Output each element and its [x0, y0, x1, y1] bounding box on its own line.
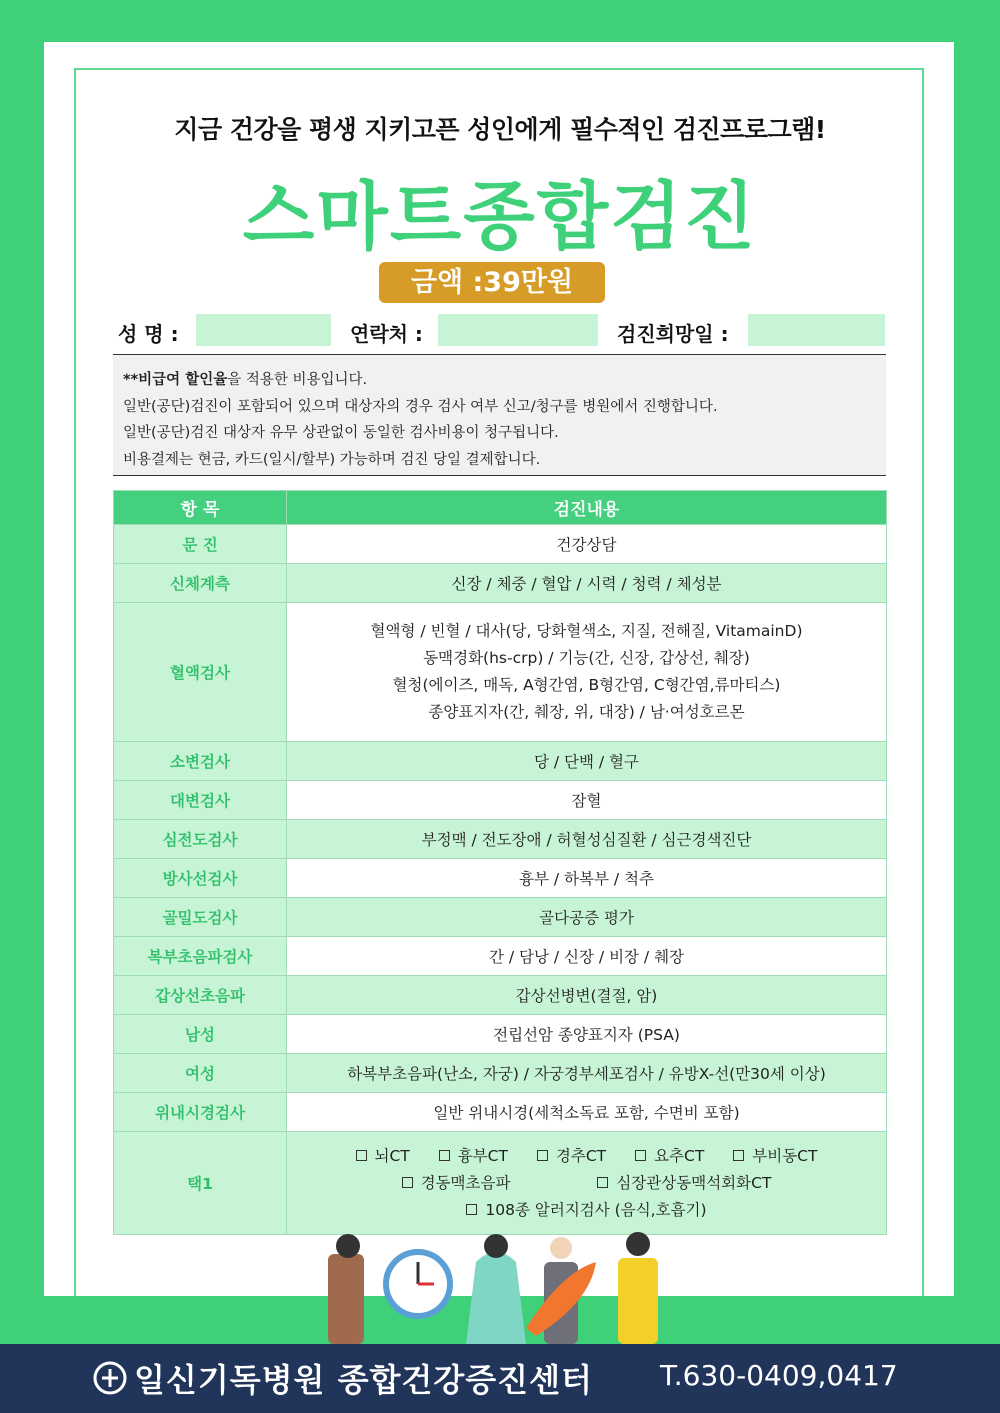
checkbox-icon — [537, 1150, 548, 1161]
option-sinus-ct[interactable]: 부비동CT — [733, 1147, 817, 1165]
table-row — [114, 742, 887, 781]
checkbox-icon — [597, 1177, 608, 1188]
row-category: 갑상선초음파 — [114, 976, 287, 1015]
row-content: 잠혈 — [287, 781, 887, 820]
people-illustration — [300, 1232, 700, 1344]
content-line: 동맥경화(hs-crp) / 기능(간, 신장, 갑상선, 췌장) — [423, 649, 750, 667]
row-content: 갑상선병변(결절, 암) — [287, 976, 887, 1015]
person-head — [550, 1237, 572, 1259]
row-content — [287, 603, 887, 742]
person-head — [484, 1234, 508, 1258]
table-row — [114, 1132, 887, 1235]
row-content: 골다공증 평가 — [287, 898, 887, 937]
row-category: 혈액검사 — [114, 603, 287, 742]
footer-bar — [0, 1344, 1000, 1413]
content-line: 혈청(에이즈, 매독, A형간염, B형간염, C형간염,류마티스) — [392, 676, 781, 694]
table-row — [114, 859, 887, 898]
table-row — [114, 781, 887, 820]
options-line — [287, 1197, 886, 1224]
option-head-ct[interactable]: 뇌CT — [356, 1147, 410, 1165]
options-line — [287, 1170, 886, 1197]
row-content: 건강상담 — [287, 525, 887, 564]
content-line: 혈액형 / 빈혈 / 대사(당, 당화혈색소, 지질, 전해질, VitamainD) — [370, 622, 803, 640]
checkbox-icon — [356, 1150, 367, 1161]
row-category: 심전도검사 — [114, 820, 287, 859]
table-row — [114, 564, 887, 603]
hospital-logo-icon — [92, 1360, 128, 1396]
table-row — [114, 1015, 887, 1054]
row-category: 위내시경검사 — [114, 1093, 287, 1132]
date-label: 검진희망일 : — [617, 322, 729, 346]
checkup-table — [113, 490, 887, 1235]
row-category: 골밀도검사 — [114, 898, 287, 937]
row-content: 흉부 / 하복부 / 척추 — [287, 859, 887, 898]
row-category: 여성 — [114, 1054, 287, 1093]
row-content: 간 / 담낭 / 신장 / 비장 / 췌장 — [287, 937, 887, 976]
table-row — [114, 976, 887, 1015]
options-line — [287, 1143, 886, 1170]
row-category: 남성 — [114, 1015, 287, 1054]
name-field[interactable] — [196, 314, 331, 346]
row-content: 당 / 단백 / 혈구 — [287, 742, 887, 781]
subtitle: 지금 건강을 평생 지키고픈 성인에게 필수적인 검진프로그램! — [174, 115, 826, 144]
table-row — [114, 898, 887, 937]
table-row — [114, 1054, 887, 1093]
row-category: 방사선검사 — [114, 859, 287, 898]
contact-label: 연락처 : — [350, 322, 423, 346]
date-field[interactable] — [748, 314, 885, 346]
row-content: 하복부초음파(난소, 자궁) / 자궁경부세포검사 / 유방X-선(만30세 이상) — [287, 1054, 887, 1093]
notice-line: 비용결제는 현금, 카드(일시/할부) 가능하며 검진 당일 결제합니다. — [123, 451, 541, 468]
checkbox-icon — [733, 1150, 744, 1161]
checkbox-icon — [439, 1150, 450, 1161]
phone-number[interactable]: T.630-0409,0417 — [660, 1359, 898, 1392]
row-content — [287, 1132, 887, 1235]
person-body — [618, 1258, 658, 1344]
row-category: 복부초음파검사 — [114, 937, 287, 976]
row-category: 택1 — [114, 1132, 287, 1235]
hospital-name: 일신기독병원 종합건강증진센터 — [134, 1361, 593, 1399]
option-chest-ct[interactable]: 흉부CT — [439, 1147, 508, 1165]
notice-line: **비급여 할인율을 적용한 비용입니다. — [123, 372, 368, 388]
option-lumbar-ct[interactable]: 요추CT — [635, 1147, 704, 1165]
person-head — [626, 1232, 650, 1256]
name-label: 성 명 : — [118, 322, 179, 346]
row-category: 문 진 — [114, 525, 287, 564]
notice-box — [113, 354, 886, 476]
checkbox-icon — [402, 1177, 413, 1188]
row-category: 신체계측 — [114, 564, 287, 603]
option-carotid-us[interactable]: 경동맥초음파 — [402, 1174, 511, 1192]
option-cervical-ct[interactable]: 경추CT — [537, 1147, 606, 1165]
row-content: 부정맥 / 전도장애 / 허혈성심질환 / 심근경색진단 — [287, 820, 887, 859]
table-row — [114, 937, 887, 976]
header-content: 검진내용 — [287, 491, 887, 525]
person-body — [466, 1252, 526, 1344]
header-item: 항 목 — [114, 491, 287, 525]
person-body — [328, 1254, 364, 1344]
content-line: 종양표지자(간, 췌장, 위, 대장) / 남·여성호르몬 — [428, 703, 745, 721]
notice-line: 일반(공단)검진 대상자 유무 상관없이 동일한 검사비용이 청구됩니다. — [123, 425, 559, 441]
table-row — [114, 525, 887, 564]
notice-line: 일반(공단)검진이 포함되어 있으며 대상자의 경우 검사 여부 신고/청구를 병원에서 진행합니다. — [123, 398, 718, 415]
person-head — [336, 1234, 360, 1258]
table-header-row — [114, 491, 887, 525]
checkbox-icon — [635, 1150, 646, 1161]
option-allergy-test[interactable]: 108종 알러지검사 (음식,호흡기) — [466, 1201, 706, 1219]
option-coronary-ct[interactable]: 심장관상동맥석회화CT — [597, 1174, 771, 1192]
row-content: 신장 / 체중 / 혈압 / 시력 / 청력 / 체성분 — [287, 564, 887, 603]
page-title: 스마트종합검진 — [242, 174, 758, 260]
contact-field[interactable] — [438, 314, 598, 346]
table-row — [114, 820, 887, 859]
table-row — [114, 1093, 887, 1132]
row-content: 전립선암 종양표지자 (PSA) — [287, 1015, 887, 1054]
price-badge: 금액 :39만원 — [379, 262, 605, 303]
row-category: 소변검사 — [114, 742, 287, 781]
row-content: 일반 위내시경(세척소독료 포함, 수면비 포함) — [287, 1093, 887, 1132]
row-category: 대변검사 — [114, 781, 287, 820]
checkbox-icon — [466, 1204, 477, 1215]
table-row — [114, 603, 887, 742]
